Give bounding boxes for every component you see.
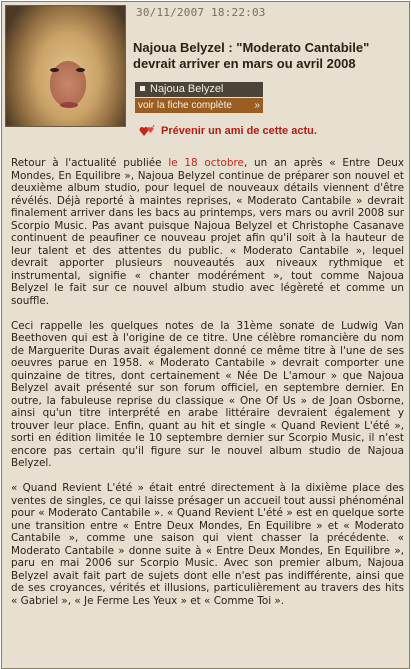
article-paragraph bbox=[11, 157, 404, 307]
artist-link[interactable] bbox=[135, 82, 263, 97]
fiche-label: voir la fiche complète bbox=[138, 100, 232, 111]
hearts-icon bbox=[139, 124, 155, 138]
photo-eye-right bbox=[76, 68, 85, 72]
paragraph-text: , un an après « Entre Deux Mondes, En Equilibre », Najoua Belyzel continue de préparer son nouvel et deuxième album studio, pour lequel de nouveaux détails viennent d'être révélés. Déjà reporté à maintes reprises, « Moderato Cantabile » devrait finalement arriver dans les bacs au printemps, vers mars ou avril 2008 sur Scorpio Music. Pas avant puisque Najoua Belyzel et Christophe Casanave continuent de peaufiner ce nouveau projet afin qu'il soit à la hauteur de leur talent et des attentes du public. « Moderato Cantabile », lequel devrait apporter plusieurs nouveautés aux niveaux rythmique et instrumental, signifie « chanter modérément », tout comme Najoua Belyzel le fait sur ce nouvel album studio avec légèreté et comme un souffle. bbox=[11, 157, 404, 307]
artist-label: Najoua Belyzel bbox=[150, 83, 224, 95]
view-fiche-button[interactable] bbox=[135, 98, 263, 113]
article-paragraph: « Quand Revient L'été » était entré directement à la dixième place des ventes de singles, ce qui laisse présager un accueil tout aussi phénoménal pour « Moderato Cantabile ». « Quand Revient L'été » est en quelque sorte une transition entre « Entre Deux Mondes, En Equilibre » et « Moderato Cantabile », comme une saison qui vient chasser la précédente. « Moderato Cantabile » donne suite à « Entre Deux Mondes, En Equilibre », paru en mai 2006 sur Scorpio Music. Avec son premier album, Najoua Belyzel avait fait part de sujets dont elle n'est pas indifférente, ainsi que de ses croyances, vérités et illusions, particulièrement au travers des hits « Gabriel », « Je Ferme Les Yeux » et « Comme Toi ». bbox=[11, 482, 404, 607]
photo-lips bbox=[60, 102, 78, 108]
post-title: Najoua Belyzel : "Moderato Cantabile" devrait arriver en mars ou avril 2008 bbox=[133, 40, 370, 71]
post-date: 30/11/2007 18:22:03 bbox=[136, 6, 266, 19]
article-body bbox=[11, 157, 404, 620]
photo-eye-left bbox=[50, 68, 59, 72]
date-link[interactable]: le 18 octobre bbox=[168, 157, 244, 169]
article-paragraph: Ceci rappelle les quelques notes de la 31ème sonate de Ludwig Van Beethoven qui est à l'origine de ce titre. Une célèbre romancière du nom de Marguerite Duras avait également donné ce même titre à l'une de ses oeuvres parue en 1958. « Moderato Cantabile » devrait comporter une quinzaine de titres, dont certainement « Née De L'amour » que Najoua Belyzel avait présenté sur son forum officiel, en septembre dernier. En outre, la fabuleuse reprise du classique « One Of Us » de Joan Osborne, ainsi qu'un titre interprété en arabe littéraire devraient également y trouver leur place. Enfin, quant au hit et single « Quand Revient L'été », sorti en édition limitée le 10 septembre dernier sur Scorpio Music, il n'est encore pas certain qu'il figure sur le nouvel album studio de Najoua Belyzel. bbox=[11, 319, 404, 469]
tell-a-friend-link[interactable]: Prévenir un ami de cette actu. bbox=[161, 125, 317, 137]
bullet-square-icon bbox=[140, 86, 145, 91]
paragraph-text: Retour à l'actualité publiée bbox=[11, 157, 169, 169]
artist-photo[interactable] bbox=[5, 5, 126, 127]
double-chevron-right-icon: » bbox=[254, 100, 260, 111]
news-card bbox=[1, 1, 410, 669]
